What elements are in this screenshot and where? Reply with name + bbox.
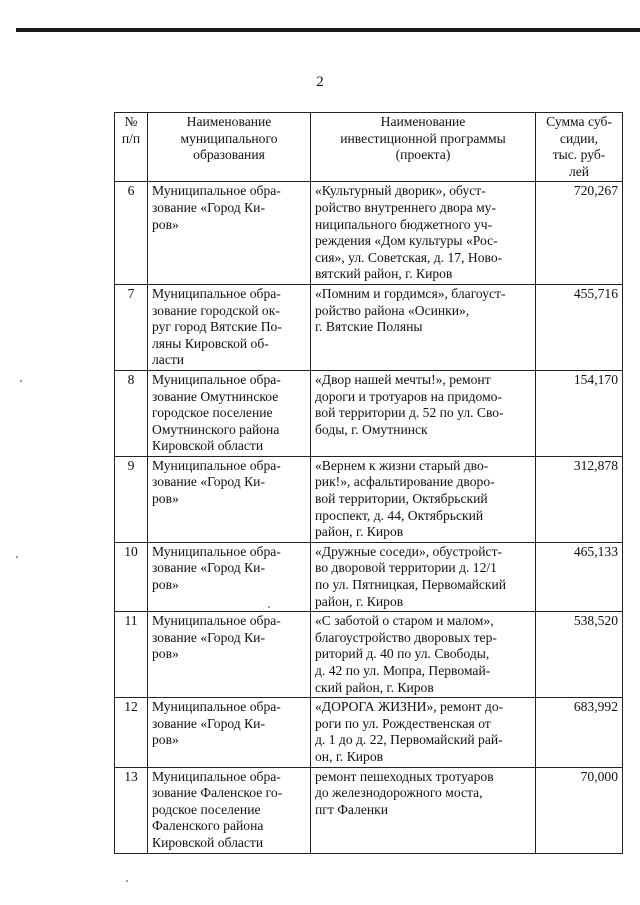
municipality-line: Муниципальное обра- <box>152 768 281 784</box>
program-line: по ул. Пятницкая, Первомайский <box>315 577 507 593</box>
header-line: тыс. руб- <box>552 147 606 163</box>
municipality-line: ров» <box>152 491 179 507</box>
municipality-line: зование «Город Ки- <box>152 715 265 731</box>
municipality-line: зование Фаленское го- <box>152 785 283 801</box>
program-line: д. 1 до д. 22, Первомайский рай- <box>315 732 503 748</box>
program-line: район, г. Киров <box>315 524 404 540</box>
subsidy-amount: 720,267 <box>536 182 623 285</box>
program-line: роги по ул. Рождественская от <box>315 715 491 731</box>
program-line: ниципального бюджетного уч- <box>315 216 493 232</box>
program-line: «ДОРОГА ЖИЗНИ», ремонт до- <box>315 699 504 715</box>
program-line: д. 42 по ул. Мопра, Первомай- <box>315 663 491 678</box>
municipality-line: ласти <box>152 352 185 368</box>
program-line: он, г. Киров <box>315 748 384 764</box>
row-number: 7 <box>115 284 148 370</box>
header-program <box>311 113 536 182</box>
scan-speck <box>126 880 128 882</box>
row-number: 10 <box>115 542 148 611</box>
program-line: ский район, г. Киров <box>315 679 434 695</box>
municipality-line: ляны Кировской об- <box>152 335 269 351</box>
subsidy-amount: 154,170 <box>536 370 623 456</box>
header-line: инвестиционной программы <box>340 130 506 146</box>
table-row <box>115 767 623 853</box>
header-line: (проекта) <box>395 147 451 163</box>
table-row <box>115 370 623 456</box>
page-number: 2 <box>316 74 324 90</box>
program-cell <box>311 698 536 767</box>
municipality-line: зование Омутнинское <box>152 388 279 404</box>
program-line: рик!», асфальтирование дворо- <box>315 474 495 490</box>
header-line: Сумма суб- <box>546 114 612 129</box>
table-row <box>115 456 623 542</box>
header-line: Наименование <box>186 114 272 129</box>
municipality-cell <box>148 767 311 853</box>
program-line: «Вернем к жизни старый дво- <box>315 457 489 473</box>
program-line: ройство внутреннего двора му- <box>315 199 496 215</box>
header-municipality <box>148 113 311 182</box>
row-number: 13 <box>115 767 148 853</box>
program-line: реждения «Дом культуры «Рос- <box>315 233 498 249</box>
header-line: № <box>124 114 138 129</box>
program-line: вой территории д. 52 по ул. Сво- <box>315 405 504 421</box>
municipality-line: Муниципальное обра- <box>152 371 281 387</box>
program-line: боды, г. Омутнинск <box>315 421 428 437</box>
program-line: до железнодорожного моста, <box>315 785 483 801</box>
municipality-line: родское поселение <box>152 801 261 817</box>
municipality-line: Муниципальное обра- <box>152 285 281 301</box>
header-line: муниципального <box>180 130 278 146</box>
scan-speck <box>20 380 22 382</box>
header-line: лей <box>568 163 590 179</box>
program-line: ремонт пешеходных тротуаров <box>315 768 494 784</box>
table-row <box>115 284 623 370</box>
program-line: «Помним и гордимся», благоуст- <box>315 285 506 301</box>
municipality-line: Муниципальное обра- <box>152 613 281 629</box>
scan-speck <box>268 606 270 608</box>
program-line: во дворовой территории д. 12/1 <box>315 560 497 576</box>
municipality-line: руг город Вятские По- <box>152 319 282 335</box>
program-cell <box>311 612 536 698</box>
subsidy-amount: 538,520 <box>536 612 623 698</box>
row-number: 12 <box>115 698 148 767</box>
municipality-line: зование «Город Ки- <box>152 629 265 645</box>
header-line: образования <box>193 147 265 163</box>
table-row <box>115 612 623 698</box>
program-line: «Культурный дворик», обуст- <box>315 183 486 199</box>
subsidy-amount: 70,000 <box>536 767 623 853</box>
municipality-line: зование «Город Ки- <box>152 560 265 576</box>
program-line: «Двор нашей мечты!», ремонт <box>315 371 491 387</box>
header-amount <box>536 113 623 182</box>
program-line: вой территории, Октябрьский <box>315 491 488 507</box>
municipality-line: Муниципальное обра- <box>152 183 281 199</box>
municipality-line: Фаленского района <box>152 818 264 834</box>
header-line: сидии, <box>559 130 599 146</box>
program-cell <box>311 370 536 456</box>
header-line: Наименование <box>380 114 466 129</box>
program-cell <box>311 456 536 542</box>
program-line: «С заботой о старом и малом», <box>315 613 494 629</box>
municipality-line: Кировской области <box>152 438 264 454</box>
municipality-cell <box>148 612 311 698</box>
row-number: 8 <box>115 370 148 456</box>
program-cell <box>311 284 536 370</box>
municipality-line: зование «Город Ки- <box>152 474 265 490</box>
municipality-line: ров» <box>152 732 179 748</box>
program-cell <box>311 182 536 285</box>
municipality-line: Кировской области <box>152 834 264 850</box>
municipality-line: зование городской ок- <box>152 302 280 318</box>
municipality-line: ров» <box>152 646 179 662</box>
program-line: вятский район, г. Киров <box>315 266 453 282</box>
subsidy-amount: 683,992 <box>536 698 623 767</box>
program-line: пгт Фаленки <box>315 801 389 817</box>
municipality-line: городское поселение <box>152 405 273 421</box>
municipality-line: Муниципальное обра- <box>152 543 281 559</box>
program-line: г. Вятские Поляны <box>315 319 423 335</box>
municipality-line: ров» <box>152 577 179 593</box>
program-cell <box>311 767 536 853</box>
scan-speck <box>16 556 18 558</box>
table-header-row <box>115 113 623 182</box>
municipality-cell <box>148 698 311 767</box>
program-line: «Дружные соседи», обустройст- <box>315 543 503 559</box>
header-rule <box>16 28 640 32</box>
subsidy-amount: 455,716 <box>536 284 623 370</box>
municipality-line: зование «Город Ки- <box>152 199 265 215</box>
municipality-cell <box>148 456 311 542</box>
program-line: риторий д. 40 по ул. Свободы, <box>315 646 490 662</box>
program-cell <box>311 542 536 611</box>
table-row <box>115 182 623 285</box>
table-row <box>115 698 623 767</box>
subsidy-amount: 465,133 <box>536 542 623 611</box>
municipality-cell <box>148 542 311 611</box>
header-line: п/п <box>121 130 141 146</box>
program-line: район, г. Киров <box>315 593 404 609</box>
row-number: 6 <box>115 182 148 285</box>
row-number: 11 <box>115 612 148 698</box>
program-line: благоустройство дворовых тер- <box>315 629 497 645</box>
program-line: проспект, д. 44, Октябрьский <box>315 507 484 523</box>
municipality-cell <box>148 284 311 370</box>
municipality-cell <box>148 370 311 456</box>
subsidy-amount: 312,878 <box>536 456 623 542</box>
header-number <box>115 113 148 182</box>
program-line: дороги и тротуаров на придомо- <box>315 388 503 404</box>
program-line: сия», ул. Советская, д. 17, Ново- <box>315 249 503 265</box>
municipality-line: ров» <box>152 216 179 232</box>
subsidy-table <box>114 112 623 854</box>
municipality-line: Муниципальное обра- <box>152 457 281 473</box>
row-number: 9 <box>115 456 148 542</box>
municipality-line: Муниципальное обра- <box>152 699 281 715</box>
program-line: ройство района «Осинки», <box>315 302 470 318</box>
table-row <box>115 542 623 611</box>
municipality-line: Омутнинского района <box>152 421 280 437</box>
municipality-cell <box>148 182 311 285</box>
